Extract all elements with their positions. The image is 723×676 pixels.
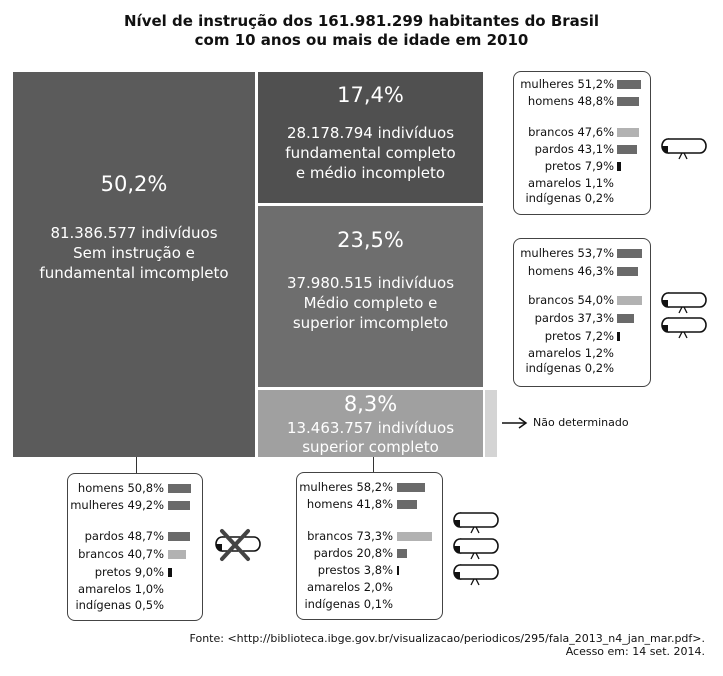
breakdown-row — [514, 362, 614, 375]
tile-fund-label1: fundamental completo — [285, 144, 456, 162]
breakdown-box-superior — [296, 472, 443, 620]
breakdown-label: brancos 73,3% — [307, 529, 393, 543]
breakdown-label: pretos 7,2% — [544, 329, 614, 343]
breakdown-row — [68, 548, 164, 561]
breakdown-label: amarelos 1,1% — [528, 176, 614, 190]
breakdown-bar — [168, 501, 190, 510]
breakdown-bar — [617, 80, 641, 89]
tile-sem-label1: Sem instrução e — [73, 244, 195, 262]
tile-sem-instrucao — [13, 72, 255, 457]
breakdown-label: pardos 43,1% — [534, 142, 614, 156]
breakdown-label: mulheres 58,2% — [299, 480, 393, 494]
tile-sem-percent: 50,2% — [100, 172, 168, 196]
breakdown-bar — [617, 332, 620, 341]
breakdown-label: indígenas 0,1% — [304, 597, 393, 611]
breakdown-bar — [617, 97, 639, 106]
breakdown-row — [514, 247, 614, 260]
breakdown-label: brancos 54,0% — [528, 293, 614, 307]
breakdown-label: homens 48,8% — [527, 94, 614, 108]
breakdown-label: indígenas 0,2% — [525, 361, 614, 375]
tile-sup-label1: superior completo — [302, 438, 439, 456]
breakdown-row — [297, 547, 393, 560]
source-line1: Fonte: <http://biblioteca.ibge.gov.br/visualizacao/periodicos/295/fala_2013_n4_jan_mar.pdf>. — [189, 632, 705, 645]
breakdown-bar — [617, 162, 621, 171]
breakdown-bar — [168, 568, 172, 577]
breakdown-row — [68, 499, 164, 512]
breakdown-label: brancos 40,7% — [78, 547, 164, 561]
breakdown-row — [68, 599, 164, 612]
breakdown-row — [68, 583, 164, 596]
breakdown-label: pardos 37,3% — [534, 311, 614, 325]
breakdown-label: homens 50,8% — [77, 481, 164, 495]
breakdown-label: pretos 7,9% — [544, 159, 614, 173]
chart-title-line2: com 10 anos ou mais de idade em 2010 — [194, 31, 529, 49]
diploma-icon — [452, 536, 500, 560]
breakdown-row — [297, 581, 393, 594]
breakdown-bar — [617, 296, 642, 305]
diploma-icon — [660, 136, 708, 160]
breakdown-label: pardos 20,8% — [313, 546, 393, 560]
breakdown-label: homens 46,3% — [527, 264, 614, 278]
tile-sem-label2: fundamental imcompleto — [39, 264, 229, 282]
breakdown-bar — [168, 484, 191, 493]
breakdown-row — [297, 598, 393, 611]
diploma-icon — [660, 290, 708, 314]
source-line2: Acesso em: 14 set. 2014. — [565, 645, 705, 658]
breakdown-label: pretos 9,0% — [94, 565, 164, 579]
breakdown-row — [514, 126, 614, 139]
breakdown-row — [68, 530, 164, 543]
breakdown-row — [297, 530, 393, 543]
tile-medio-label1: Médio completo e — [303, 294, 438, 312]
breakdown-row — [514, 143, 614, 156]
breakdown-label: amarelos 2,0% — [307, 580, 393, 594]
breakdown-label: homens 41,8% — [306, 497, 393, 511]
breakdown-label: indígenas 0,2% — [525, 191, 614, 205]
breakdown-label: mulheres 53,7% — [520, 246, 614, 260]
tile-nao-determinado — [485, 390, 497, 457]
breakdown-bar — [397, 549, 407, 558]
breakdown-row — [514, 95, 614, 108]
breakdown-bar — [617, 145, 637, 154]
tile-medio-percent: 23,5% — [337, 228, 404, 252]
breakdown-label: amarelos 1,0% — [78, 582, 164, 596]
tile-sup-percent: 8,3% — [343, 392, 398, 416]
breakdown-bar — [617, 249, 642, 258]
tile-fund-label2: e médio incompleto — [295, 164, 446, 182]
breakdown-label: brancos 47,6% — [528, 125, 614, 139]
breakdown-row — [514, 192, 614, 205]
breakdown-bar — [397, 532, 432, 541]
breakdown-label: pardos 48,7% — [84, 529, 164, 543]
tile-fund-percent: 17,4% — [337, 83, 404, 107]
not-determined-label: Não determinado — [533, 416, 629, 429]
tile-sem-count: 81.386.577 indivíduos — [50, 224, 218, 242]
breakdown-row — [297, 498, 393, 511]
tile-medio-count: 37.980.515 indivíduos — [286, 274, 455, 292]
no-diploma-icon — [212, 528, 262, 562]
breakdown-row — [68, 482, 164, 495]
breakdown-bar — [397, 483, 425, 492]
breakdown-row — [297, 481, 393, 494]
breakdown-bar — [168, 532, 190, 541]
breakdown-row — [514, 330, 614, 343]
not-determined-arrow-icon — [501, 416, 531, 430]
breakdown-bar — [397, 500, 417, 509]
diploma-icon — [660, 315, 708, 339]
connector-sem — [136, 457, 137, 474]
tile-medio-label2: superior imcompleto — [292, 314, 449, 332]
breakdown-row — [68, 566, 164, 579]
breakdown-bar — [617, 314, 634, 323]
breakdown-bar — [617, 128, 639, 137]
chart-title-line1: Nível de instrução dos 161.981.299 habitantes do Brasil — [124, 12, 599, 30]
breakdown-label: indígenas 0,5% — [75, 598, 164, 612]
tile-fundamental — [258, 72, 483, 203]
breakdown-row — [514, 177, 614, 190]
diploma-icon — [452, 510, 500, 534]
breakdown-box-sem-instrucao — [67, 473, 203, 621]
breakdown-row — [514, 78, 614, 91]
breakdown-label: mulheres 51,2% — [520, 77, 614, 91]
tile-fund-count: 28.178.794 indivíduos — [286, 124, 455, 142]
breakdown-row — [514, 294, 614, 307]
breakdown-bar — [397, 566, 399, 575]
breakdown-row — [514, 312, 614, 325]
tile-medio — [258, 206, 483, 387]
breakdown-bar — [168, 550, 186, 559]
breakdown-label: amarelos 1,2% — [528, 346, 614, 360]
breakdown-label: prestos 3,8% — [317, 563, 393, 577]
breakdown-row — [514, 160, 614, 173]
diploma-icon — [452, 562, 500, 586]
breakdown-bar — [617, 267, 638, 276]
breakdown-box-medio — [513, 238, 651, 387]
breakdown-label: mulheres 49,2% — [70, 498, 164, 512]
breakdown-row — [514, 347, 614, 360]
connector-sup — [373, 457, 374, 472]
breakdown-row — [514, 265, 614, 278]
tile-sup-count: 13.463.757 indivíduos — [286, 419, 455, 437]
breakdown-box-fundamental — [513, 71, 651, 215]
tile-superior — [258, 390, 483, 457]
breakdown-row — [297, 564, 393, 577]
